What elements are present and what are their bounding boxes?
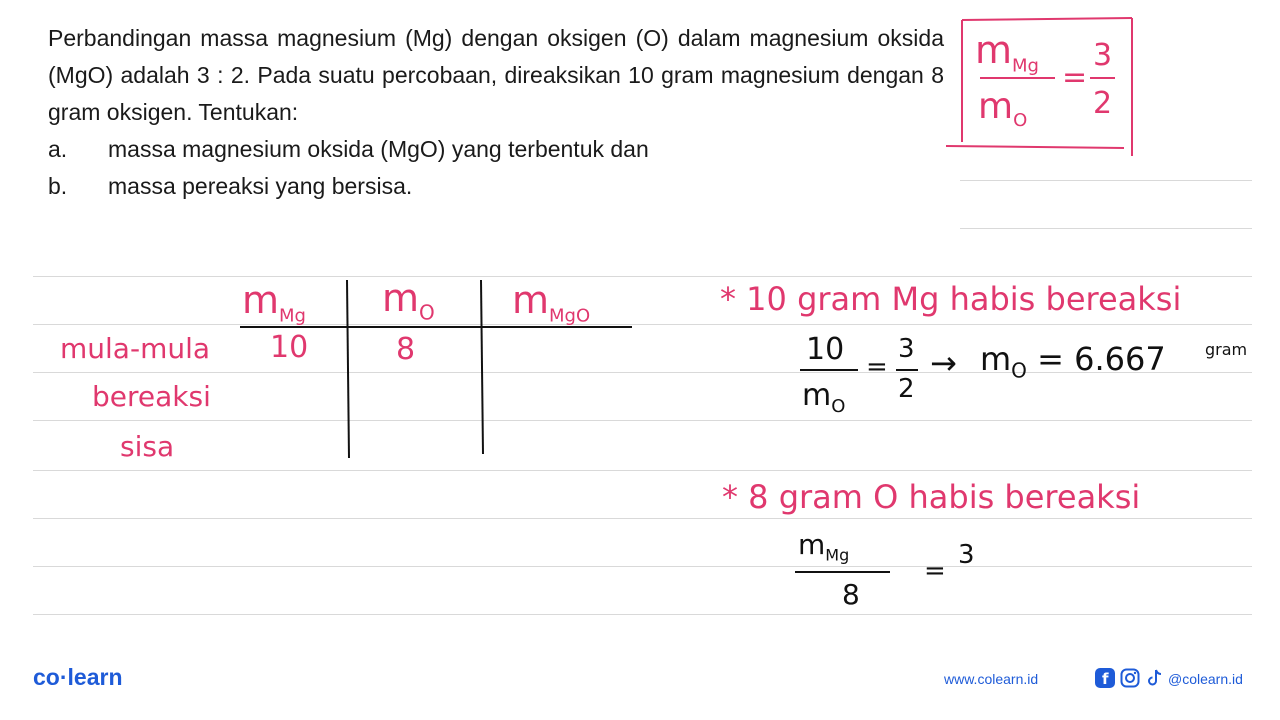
option-b-label: b.	[48, 173, 68, 199]
colearn-logo-learn: learn	[67, 664, 123, 690]
problem-intro: Perbandingan massa magnesium (Mg) dengan oksigen (O) dalam magnesium oksida (MgO) adalah 3 : 2. Pada suatu percobaan, direaksikan 10 gram magnesium dengan 8 gram oksigen. Tentukan:	[48, 25, 944, 125]
note-1-ratio-den: 2	[898, 374, 915, 404]
option-a-label: a.	[48, 136, 68, 162]
option-b-text: massa pereaksi yang bersisa.	[108, 173, 413, 199]
table-header-mgo-m: m	[512, 278, 550, 322]
table-header-mg-m: m	[242, 278, 280, 322]
note-2-value: 3	[958, 540, 975, 570]
colearn-logo	[33, 664, 123, 691]
table-header-mgo-sub: MgO	[549, 305, 591, 327]
table-header-mg-sub: Mg	[279, 305, 306, 327]
ratio-denominator-m: m	[978, 86, 1014, 127]
tiktok-icon[interactable]	[1145, 668, 1165, 688]
note-2-equals: =	[924, 556, 946, 586]
note-1-denominator-sub: O	[831, 396, 846, 417]
table-row-label-mula-mula: mula-mula	[60, 332, 211, 365]
note-1-result-m: m	[980, 340, 1012, 378]
option-a-text: massa magnesium oksida (MgO) yang terbentuk dan	[108, 136, 649, 162]
note-1-denominator-m: m	[802, 378, 832, 413]
note-1-unit: gram	[1205, 340, 1248, 359]
ratio-numerator-sub: Mg	[1012, 55, 1039, 77]
note-1-denominator	[802, 378, 845, 417]
note-2-numerator-sub: Mg	[825, 545, 850, 565]
note-1-result-sub: O	[1011, 358, 1027, 383]
colearn-logo-co: co	[33, 664, 60, 690]
facebook-icon[interactable]	[1095, 668, 1115, 688]
note-2-title: * 8 gram O habis bereaksi	[722, 478, 1141, 516]
table-header-o	[382, 276, 435, 325]
ratio-denominator	[978, 86, 1027, 131]
note-1-result-value: = 6.667	[1037, 340, 1166, 378]
table-header-mg	[242, 278, 306, 327]
ratio-value-num: 3	[1093, 38, 1113, 73]
ratio-denominator-sub: O	[1013, 110, 1028, 132]
note-1-ratio-num: 3	[898, 334, 915, 364]
table-cell-mg-initial: 10	[270, 330, 309, 365]
note-1-numerator: 10	[806, 332, 845, 367]
table-header-o-m: m	[382, 276, 420, 320]
footer-social-handle[interactable]: @colearn.id	[1168, 671, 1243, 687]
note-1-arrow: →	[930, 344, 957, 382]
note-1-equals: =	[866, 352, 888, 382]
ratio-equals: =	[1062, 60, 1088, 95]
table-cell-o-initial: 8	[396, 332, 416, 367]
note-1-title: * 10 gram Mg habis bereaksi	[720, 280, 1182, 318]
ratio-numerator	[975, 28, 1039, 77]
table-row-label-bereaksi: bereaksi	[92, 380, 211, 413]
instagram-icon[interactable]	[1120, 668, 1140, 688]
note-2-numerator	[798, 528, 849, 565]
colearn-logo-dot: ·	[59, 664, 68, 690]
svg-text:f: f	[1102, 670, 1109, 688]
note-1-result	[980, 340, 1166, 382]
ratio-value-den: 2	[1093, 86, 1113, 121]
note-2-numerator-m: m	[798, 528, 826, 561]
table-row-label-sisa: sisa	[120, 430, 175, 463]
note-2-denominator: 8	[842, 578, 860, 611]
footer-website-link[interactable]: www.colearn.id	[944, 671, 1039, 687]
table-header-o-sub: O	[419, 300, 435, 325]
ratio-numerator-m: m	[975, 28, 1013, 72]
table-header-mgo	[512, 278, 590, 327]
